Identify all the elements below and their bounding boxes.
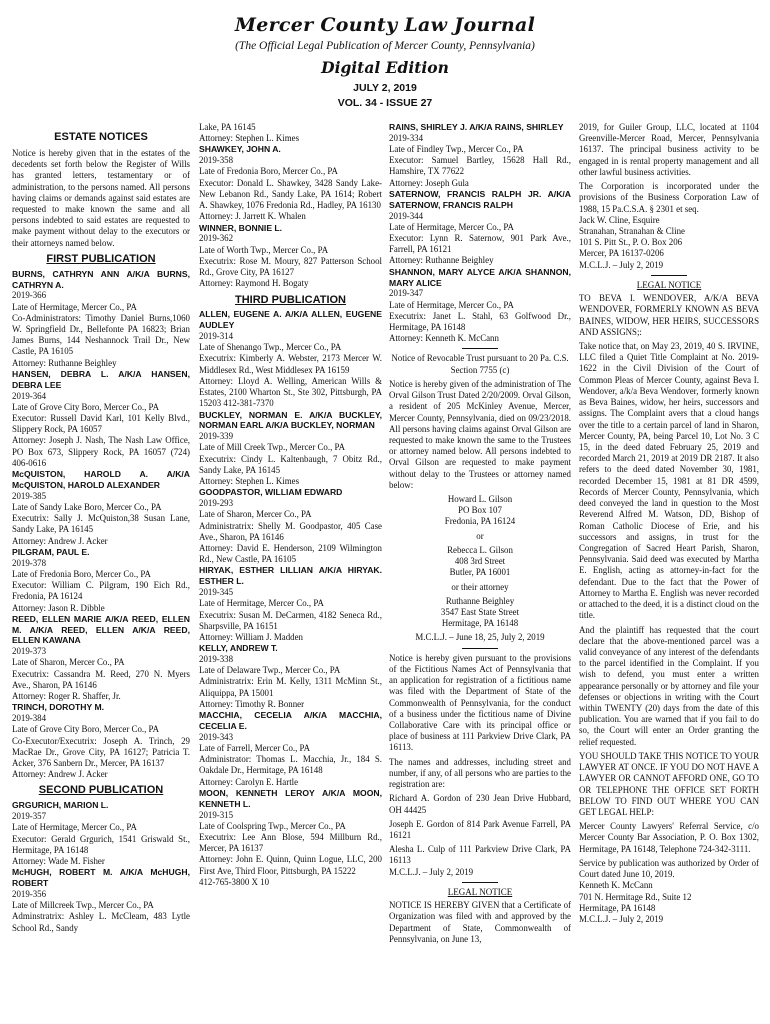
estate-residence: Late of Coolspring Twp., Mercer Co., PA [199, 820, 346, 831]
estate-representative: Administrator: Thomas L. Macchia, Jr., 184 S. Oakdale Dr., Hermitage, PA 16148 [199, 754, 382, 776]
second-publication-heading: SECOND PUBLICATION [38, 784, 164, 797]
estate-number: 2019-345 [199, 587, 234, 598]
column-1 [12, 128, 190, 934]
estate-representative: Executor: Donald L. Shawkey, 3428 Sandy Lake-New Lebanon Rd., Sandy Lake, PA 1614; Robert A. Shawkey, 1076 Fredonia Rd., Hadley, PA 16130 [199, 177, 382, 211]
section-divider [462, 348, 498, 349]
estate-attorney: Attorney: Ruthanne Beighley [389, 255, 494, 266]
estate-name: SATERNOW, FRANCIS RALPH JR. A/K/A SATERNOW, FRANCIS RALPH [389, 188, 571, 210]
estate-name: WINNER, BONNIE L. [199, 222, 283, 233]
estate-representative: Executrix: Janet L. Stahl, 63 Golfwood Dr., Hermitage, PA 16148 [389, 310, 571, 332]
estate-number: 2019-384 [12, 713, 47, 724]
estate-representative: Executor: William C. Pilgram, 190 Eich Rd., Fredonia, PA 16124 [12, 580, 190, 602]
trustee-city: Butler, PA 16001 [449, 567, 511, 578]
estate-attorney: Attorney: Joseph Gula [389, 177, 469, 188]
estate-representative: Executrix: Cassandra M. Reed, 270 N. Myers Ave., Sharon, PA 16146 [12, 668, 190, 690]
estate-representative: Executrix: Kimberly A. Webster, 2173 Mercer W. Middlesex Rd., West Middlesex PA 16159 [199, 353, 382, 375]
estate-name: MACCHIA, CECELIA A/K/A MACCHIA, CECELIA E. [199, 710, 382, 731]
estate-residence: Late of Findley Twp., Mercer Co., PA [389, 144, 524, 155]
publication-dates: M.C.L.J. – July 2, 2019 [389, 866, 474, 877]
trust-attorney-address: 3547 East State Street [440, 607, 520, 618]
legal-notice-heading: LEGAL NOTICE [636, 279, 702, 290]
estate-name: PILGRAM, PAUL E. [12, 546, 90, 557]
estate-residence: Late of Farrell, Mercer Co., PA [199, 742, 311, 753]
estate-residence: Late of Grove City Boro, Mercer Co., PA [12, 401, 160, 412]
service-by-publication: Service by publication was authorized by Order of Court dated June 10, 2019. [579, 857, 759, 880]
estate-name: HIRYAK, ESTHER LILLIAN A/K/A HIRYAK. ESTHER L. [199, 565, 382, 587]
fictitious-name-party: Joseph E. Gordon of 814 Park Avenue Farrell, PA 16121 [389, 818, 571, 840]
estate-attorney: Attorney: Lloyd A. Welling, American Wills & Estates, 2100 Wharton St., Ste 302, Pittsburgh, PA 15203 412-381-7370 [199, 375, 382, 409]
estate-residence: Late of Shenango Twp., Mercer Co., PA [199, 342, 342, 353]
trust-attorney-city: Hermitage, PA 16148 [441, 618, 519, 629]
journal-subtitle: (The Official Legal Publication of Mercer County, Pennsylvania) [235, 40, 535, 52]
estate-number: 2019-293 [199, 498, 234, 509]
estate-name: HANSEN, DEBRA L. A/K/A HANSEN, DEBRA LEE [12, 368, 190, 390]
trustee-address: PO Box 107 [458, 505, 502, 516]
estate-name: BURNS, CATHRYN ANN A/K/A BURNS, CATHRYN A. [12, 268, 190, 290]
estate-attorney: Attorney: Ruthanne Beighley [12, 357, 117, 368]
estate-representative: Executor: Gerald Grgurich, 1541 Griswald St., Hermitage, PA 16148 [12, 833, 190, 855]
quiet-title-addressee: TO BEVA I. WENDOVER, A/K/A BEVA WENDOVER, FORMERLY KNOWN AS BEVA BAINES, WIDOW, HER HEIRS, SUCCESSORS AND ASSIGNS;: [579, 293, 759, 337]
trustee-name: Howard L. Gilson [447, 494, 513, 505]
estate-name: SHANNON, MARY ALYCE A/K/A SHANNON, MARY ALICE [389, 266, 571, 288]
estate-residence: Late of Sharon, Mercer Co., PA [199, 509, 312, 520]
estate-number: 2019-373 [12, 646, 47, 657]
estate-name: RAINS, SHIRLEY J. A/K/A RAINS, SHIRLEY [389, 122, 564, 132]
publication-dates: M.C.L.J. – July 2, 2019 [579, 259, 664, 270]
estate-name: BUCKLEY, NORMAN E. A/K/A BUCKLEY, NORMAN EARL A/K/A BUCKLEY, NORMAN [199, 409, 382, 431]
law-firm: Stranahan, Stranahan & Cline [579, 225, 685, 236]
trust-notice-title: Notice of Revocable Trust pursuant to 20 Pa. C.S. Section 7755 (c) [391, 353, 569, 375]
lawyer-warning: YOU SHOULD TAKE THIS NOTICE TO YOUR LAWYER AT ONCE. IF YOU DO NOT HAVE A LAWYER OR CANNOT AFFORD ONE, GO TO OR TELEPHONE THE OFFICE SET FORTH BELOW TO FIND OUT WHERE YOU CAN GET LEGAL HELP: [579, 750, 759, 818]
estate-residence: Late of Sharon, Mercer Co., PA [12, 657, 125, 668]
estate-name: REED, ELLEN MARIE A/K/A REED, ELLEN M. A/K/A REED, ELLEN A/K/A REED, ELLEN KAWANA [12, 613, 190, 646]
or-separator: or [476, 530, 484, 541]
estate-attorney: Attorney: Stephen L. Kimes [199, 133, 300, 144]
publication-dates: M.C.L.J. – July 2, 2019 [579, 913, 664, 924]
estate-name: KELLY, ANDREW T. [199, 643, 278, 654]
lawyer-referral: Mercer County Lawyers' Referral Service, c/o Mercer County Bar Association, P. O. Box 1302, Hermitage, PA 16148, Telephone 724-342-3111. [579, 821, 759, 854]
attorney-address: 701 N. Hermitage Rd., Suite 12 [579, 891, 692, 902]
estate-representative: Executor: Samuel Bartley, 15628 Hall Rd., Hamshire, TX 77622 [389, 155, 571, 177]
estate-number: 2019-356 [12, 888, 47, 899]
quiet-title-body: Take notice that, on May 23, 2019, 40 S. IRVINE, LLC filed a Quiet Title Complaint at No. 2019-1622 in the Civil Division of the Court of Common Pleas of Mercer County, against Beva I. Wendover, a/k/a Beva Wendover, formerly known as Beva Baines, widow, her heirs, successors and assigns. The Complaint avers that a cloud hangs over the title to a certain parcel of land in Sharon, Mercer County, PA, being Parcel 10, Lot No. 3 C 15, in the deed dated February 25, 2019 and recorded March 21, 2019 at 2019 DR 2187. It also refers to the deed dated November 30, 1981, recorded December 15, 1981 at 81 DR 4599, Records of Mercer County, Pennsylvania, which deed conveyed the land in question to the Most Reverend Alfred M. Watson, DD, Bishop of Roman Catholic Diocese of Erie, and his successors and assigns, in trust for the Congregation of Sacred Heart Parish, Sharon, Pennsylvania. Said deed was executed by Martha E. English, acting as attorney-in-fact for the defendant. Due to the fact that the Power of Attorney to Martha E. English was never recorded or attached to the deed, it is a distinct cloud on the title. [579, 341, 759, 621]
estate-residence: Late of Worth Twp., Mercer Co., PA [199, 244, 329, 255]
estate-residence: Late of Hermitage, Mercer Co., PA [199, 598, 324, 609]
estate-representative: Executrix: Cindy L. Kaltenbaugh, 7 Obitz Rd., Sandy Lake, PA 16145 [199, 453, 382, 475]
section-divider [462, 648, 498, 649]
estate-residence: Late of Hermitage, Mercer Co., PA [389, 221, 514, 232]
estate-attorney: Attorney: David E. Henderson, 2109 Wilmington Rd., New Castle, PA 16105 [199, 543, 382, 565]
estate-representative: Co-Executor/Executrix: Joseph A. Trinch, 29 MacRae Dr., Grove City, PA 16127; Patricia T. Acker, 376 Sanbern Dr., Mercer, PA 16137 [12, 735, 190, 769]
journal-title: Mercer County Law Journal [234, 14, 536, 36]
trustee-address: 408 3rd Street [454, 556, 506, 567]
continued-address: Lake, PA 16145 [199, 122, 256, 132]
estate-attorney: Attorney: Stephen L. Kimes [199, 476, 300, 487]
estate-attorney: Attorney: William J. Madden [199, 631, 303, 642]
legal-notice-heading: LEGAL NOTICE [447, 886, 513, 897]
attorney-city: Hermitage, PA 16148 [579, 902, 656, 913]
estate-residence: Late of Hermitage, Mercer Co., PA [389, 299, 514, 310]
section-divider [651, 275, 687, 276]
edition-label: Digital Edition [321, 58, 449, 77]
estate-attorney: Attorney: Roger R. Shaffer, Jr. [12, 691, 121, 702]
estate-representative: Administratrix: Erin M. Kelly, 1311 McMinn St., Aliquippa, PA 15001 [199, 676, 382, 698]
estate-number: 2019-343 [199, 731, 234, 742]
estate-attorney: Attorney: Wade M. Fisher [12, 856, 105, 867]
estate-residence: Late of Fredonia Boro, Mercer Co., PA [12, 568, 151, 579]
fictitious-name-party: Alesha L. Culp of 111 Parkview Drive Clark, PA 16113 [389, 844, 571, 866]
estate-name: GOODPASTOR, WILLIAM EDWARD [199, 487, 343, 498]
estate-number: 2019-314 [199, 331, 234, 342]
issue-volume: VOL. 34 - ISSUE 27 [337, 97, 433, 109]
estate-number: 2019-339 [199, 431, 234, 442]
issue-date: JULY 2, 2019 [353, 82, 417, 94]
or-separator: or their attorney [451, 581, 509, 592]
certificate-notice-body: NOTICE IS HEREBY GIVEN that a Certificate of Organization was filed with and approved by the Department of State, Commonwealth of Pennsylvania, on June 13, [389, 900, 571, 944]
attorney-phone: 412-765-3800 X 10 [199, 876, 270, 887]
estate-number: 2019-378 [12, 557, 47, 568]
estate-representative: Executrix: Lee Ann Blose, 594 Millburn Rd., Mercer, PA 16137 [199, 831, 382, 854]
quiet-title-relief: And the plaintiff has requested that the court declare that the above-mentioned parcel was a valid conveyance of any interest of the defendants to the parcel identified in the Complaint. If you wish to defend, you must enter a written appearance personally or by attorney and file your defenses or objections in writing with the Court within TWENTY (20) days from the date of this publication. You are warned that if you fail to do so, the Court will enter an Order granting the relief requested. [579, 624, 759, 747]
estate-number: 2019-338 [199, 654, 234, 665]
estate-representative: Co-Administrators: Timothy Daniel Burns,1060 W. Springfield Dr., Bellefonte PA 16823; Brian James Burns, 144 Neshannock Trail Dr., New Castle, PA 16105 [12, 312, 190, 357]
estate-name: SHAWKEY, JOHN A. [199, 144, 281, 155]
estate-attorney: Attorney: John E. Quinn, Quinn Logue, LLC, 200 First Ave, Third Floor, Pittsburgh, PA 15222 [199, 854, 382, 876]
corporation-law-paragraph: The Corporation is incorporated under the provisions of the Business Corporation Law of 1988, 15 Pa.C.S.A. § 2301 et seq. [579, 181, 759, 214]
first-publication-heading: FIRST PUBLICATION [46, 252, 156, 265]
third-publication-heading: THIRD PUBLICATION [234, 293, 346, 306]
estate-representative: Administratrix: Shelly M. Goodpastor, 405 Case Ave., Sharon, PA 16146 [199, 520, 382, 542]
estate-notices-heading: ESTATE NOTICES [54, 131, 148, 143]
trustee-name: Rebecca L. Gilson [447, 544, 513, 555]
estate-residence: Late of Sandy Lake Boro, Mercer Co., PA [12, 501, 162, 512]
estate-name: MOON, KENNETH LEROY A/K/A MOON, KENNETH L. [199, 787, 382, 809]
estate-number: 2019-364 [12, 390, 47, 401]
estate-name: McQUISTON, HAROLD A. A/K/A McQUISTON, HAROLD ALEXANDER [12, 469, 190, 490]
estate-residence: Late of Fredonia Boro, Mercer Co., PA [199, 166, 338, 177]
column-4 [579, 122, 759, 925]
estate-attorney: Attorney: Jason R. Dibble [12, 602, 105, 613]
estate-attorney: Attorney: Joseph J. Nash, The Nash Law Office, PO Box 673, Slippery Rock, PA 16057 (724) 406-0616 [12, 435, 190, 468]
estate-name: McHUGH, ROBERT M. A/K/A McHUGH, ROBERT [12, 867, 190, 889]
estate-residence: Late of Grove City Boro, Mercer Co., PA [12, 724, 160, 735]
estate-residence: Late of Mill Creek Twp., Mercer Co., PA [199, 442, 346, 453]
estate-name: TRINCH, DOROTHY M. [12, 702, 104, 713]
column-2 [199, 122, 382, 888]
firm-address: 101 S. Pitt St., P. O. Box 206 [579, 237, 683, 248]
estate-representative: Executrix: Sally J. McQuiston,38 Susan Lane, Sandy Lake, PA 16145 [12, 513, 190, 535]
estate-number: 2019-385 [12, 490, 47, 501]
estate-name: GRGURICH, MARION L. [12, 800, 109, 811]
firm-city: Mercer, PA 16137-0206 [579, 248, 664, 259]
estate-representative: Adminstratrix: Ashley L. McCleam, 483 Lytle School Rd., Sandy [12, 911, 190, 933]
masthead [0, 14, 770, 109]
estate-attorney: Attorney: Andrew J. Acker [12, 769, 108, 780]
estate-attorney: Attorney: Timothy R. Bonner [199, 698, 305, 709]
estate-number: 2019-315 [199, 809, 234, 820]
estate-number: 2019-357 [12, 811, 47, 822]
estate-attorney: Attorney: Carolyn E. Hartle [199, 776, 299, 787]
fictitious-name-party: Richard A. Gordon of 230 Jean Drive Hubbard, OH 44425 [389, 793, 571, 815]
estate-residence: Late of Hermitage, Mercer Co., PA [12, 301, 137, 312]
estate-residence: Late of Hermitage, Mercer Co., PA [12, 822, 137, 833]
trustee-city: Fredonia, PA 16124 [444, 516, 516, 527]
estate-representative: Executor: Russell David Karl, 101 Kelly Blvd., Slippery Rock, PA 16057 [12, 412, 190, 435]
estate-residence: Late of Delaware Twp., Mercer Co., PA [199, 665, 341, 676]
estate-number: 2019-347 [389, 288, 424, 299]
estate-attorney: Attorney: Raymond H. Bogaty [199, 278, 309, 289]
estate-number: 2019-366 [12, 290, 47, 301]
column-3 [389, 122, 571, 945]
estate-representative: Executrix: Susan M. DeCarmen, 4182 Seneca Rd., Sharpsville, PA 16151 [199, 609, 382, 631]
estate-number: 2019-344 [389, 210, 424, 221]
section-divider [462, 882, 498, 883]
estate-attorney: Attorney: Kenneth K. McCann [389, 333, 499, 344]
estate-name: ALLEN, EUGENE A. A/K/A ALLEN, EUGENE AUDLEY [199, 309, 382, 331]
estate-attorney: Attorney: Andrew J. Acker [12, 535, 108, 546]
estate-attorney: Attorney: J. Jarrett K. Whalen [199, 211, 306, 222]
estate-number: 2019-362 [199, 233, 234, 244]
estate-residence: Late of Millcreek Twp., Mercer Co., PA [12, 900, 154, 911]
certificate-notice-continued: 2019, for Guiler Group, LLC, located at 1104 Greenville-Mercer Road, Mercer, Pennsylvania 16137. The principal business activity to be engaged in is rental property management and all other lawful business activities. [579, 122, 759, 177]
estate-representative: Executrix: Rose M. Moury, 827 Patterson School Rd., Grove City, PA 16127 [199, 255, 382, 278]
fictitious-name-body: Notice is hereby given pursuant to the provisions of the Fictitious Names Act of Pennsylvania that an application for registration of a fictitious name was filed with the Department of State of the Commonwealth of Pennsylvania, for the conduct of a business under the fictitious name of Divine Collaborative Care with its principal office or place of business at 111 Parkview Drive Clark, PA 16113. [389, 652, 571, 753]
estate-intro: Notice is hereby given that in the estates of the decedents set forth below the Register of Wills has granted letters, testamentary or of administration, to the persons named. All persons having claims or demands against said estates are requested to make known the same and all persons indebted to said estates are requested to make payment without delay to the executors or their attorneys named below. [12, 147, 190, 248]
trust-notice-body: Notice is hereby given of the administration of The Orval Gilson Trust Dated 2/20/2009. Orval Gilson, a resident of 205 McKinley Avenue, Mercer, Mercer County, Pennsylvania, died on 09/23/2018. All persons having claims against Orval Gilson are requested to make known the same to the Trustees or attorney named below. All persons indebted to Orval Gilson are requested to make payment without delay to the Trustees or attorney named below: [389, 378, 571, 490]
estate-number: 2019-358 [199, 155, 234, 166]
trust-attorney-name: Ruthanne Beighley [445, 595, 515, 606]
publication-dates: M.C.L.J. – June 18, 25, July 2, 2019 [415, 632, 545, 643]
fictitious-name-parties: The names and addresses, including street and number, if any, of all persons who are parties to the registration are: [389, 756, 571, 790]
attorney-name: Jack W. Cline, Esquire [579, 214, 660, 225]
attorney-name: Kenneth K. McCann [579, 880, 653, 891]
estate-representative: Executor: Lynn R. Saternow, 901 Park Ave., Farrell, PA 16121 [389, 233, 571, 255]
estate-number: 2019-334 [389, 132, 424, 143]
